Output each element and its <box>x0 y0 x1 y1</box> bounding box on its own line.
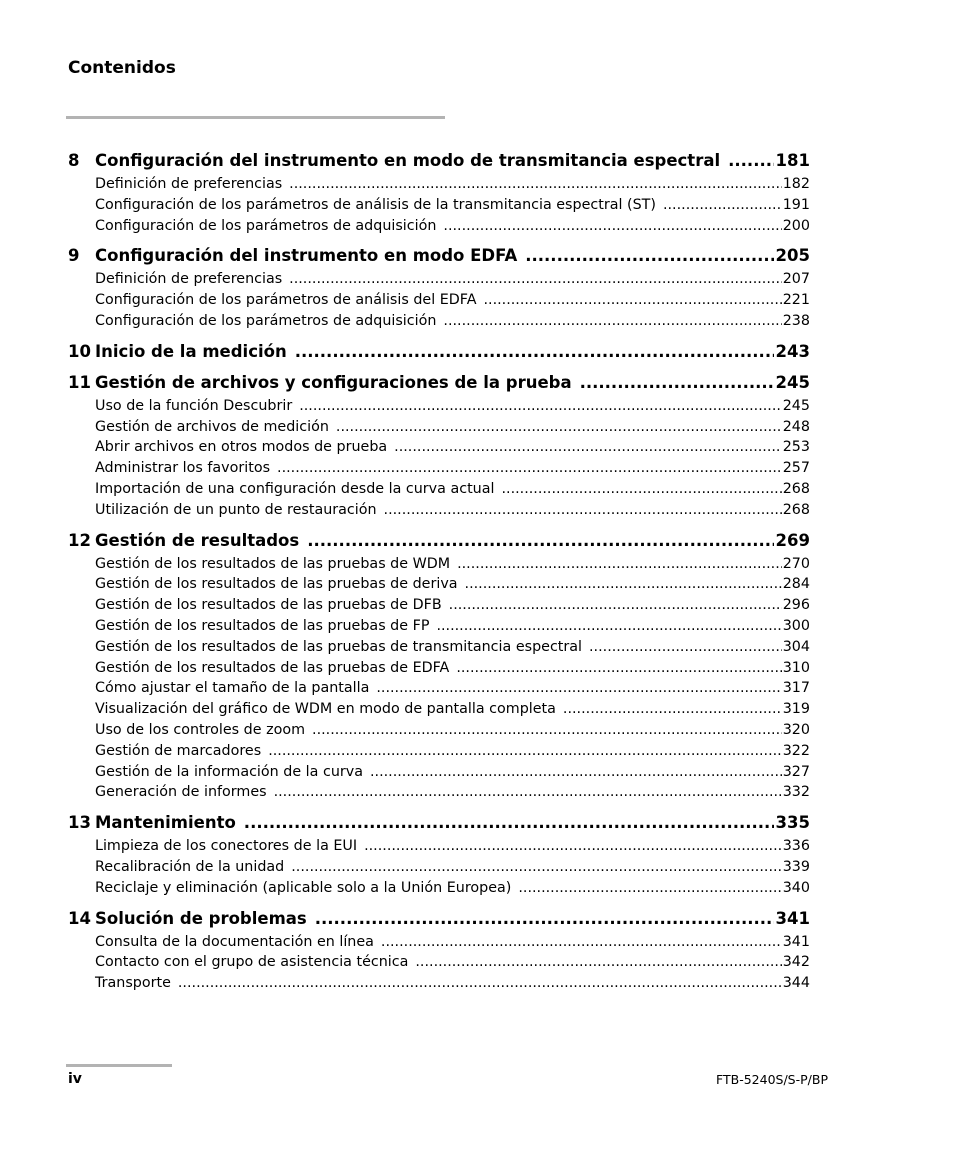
section-page-number: 320 <box>782 721 810 738</box>
toc-section-entry[interactable] <box>95 678 810 699</box>
toc-section-entry[interactable] <box>95 637 810 658</box>
section-title: Configuración de los parámetros de análisis de la transmitancia espectral (ST) <box>95 196 656 213</box>
chapter-page-number: 341 <box>775 908 810 928</box>
toc-chapter-entry[interactable] <box>68 528 810 554</box>
dot-leader <box>268 741 782 762</box>
dot-leader <box>518 878 781 899</box>
section-title: Definición de preferencias <box>95 176 283 192</box>
toc-section-entry[interactable] <box>95 417 810 438</box>
section-page-number: 341 <box>782 933 810 950</box>
section-title: Cómo ajustar el tamaño de la pantalla <box>95 680 370 697</box>
chapter-number: 13 <box>68 813 91 833</box>
chapter-number: 9 <box>68 246 80 266</box>
section-title: Importación de una configuración desde la curva actual <box>95 480 495 497</box>
section-title: Gestión de los resultados de las pruebas de transmitancia espectral <box>95 638 583 655</box>
section-title: Administrar los favoritos <box>95 460 271 477</box>
section-title: Visualización del gráfico de WDM en modo de pantalla completa <box>95 701 556 718</box>
toc-section-entry[interactable] <box>95 458 810 479</box>
section-page-number: 253 <box>782 439 810 456</box>
dot-leader <box>580 370 774 396</box>
section-title: Gestión de los resultados de las pruebas de deriva <box>95 576 458 593</box>
section-page-number: 270 <box>782 555 810 572</box>
page-title: Contenidos <box>68 58 176 78</box>
chapter-number: 8 <box>68 151 80 170</box>
toc-section-list <box>95 269 810 331</box>
toc-section-entry[interactable] <box>95 437 810 458</box>
dot-leader <box>277 458 782 479</box>
section-page-number: 207 <box>782 271 810 288</box>
section-page-number: 332 <box>782 784 810 801</box>
section-title: Contacto con el grupo de asistencia técnica <box>95 954 409 971</box>
dot-leader <box>336 417 782 438</box>
toc-chapter-entry[interactable] <box>68 339 810 365</box>
dot-leader <box>663 195 782 216</box>
dot-leader <box>449 595 782 616</box>
section-title: Reciclaje y eliminación (aplicable solo a la Unión Europea) <box>95 879 512 896</box>
chapter-number: 10 <box>68 341 91 361</box>
section-page-number: 191 <box>782 196 810 213</box>
section-page-number: 327 <box>782 763 810 780</box>
section-page-number: 296 <box>782 597 810 614</box>
section-title: Definición de preferencias <box>95 271 283 288</box>
chapter-title: Configuración del instrumento en modo EDFA <box>95 246 518 266</box>
toc-section-entry[interactable] <box>95 741 810 762</box>
toc-section-entry[interactable] <box>95 174 810 195</box>
section-page-number: 310 <box>782 659 810 676</box>
dot-leader <box>457 554 782 575</box>
section-page-number: 200 <box>782 217 810 234</box>
section-title: Gestión de archivos de medición <box>95 418 329 435</box>
section-page-number: 339 <box>782 858 810 875</box>
section-page-number: 319 <box>782 701 810 718</box>
section-page-number: 340 <box>782 879 810 896</box>
dot-leader <box>299 396 781 417</box>
section-title: Generación de informes <box>95 784 267 801</box>
section-title: Gestión de los resultados de las pruebas de DFB <box>95 597 442 614</box>
section-page-number: 336 <box>782 838 810 855</box>
section-page-number: 268 <box>782 480 810 497</box>
chapter-title: Configuración del instrumento en modo de transmitancia espectral <box>95 151 721 170</box>
dot-leader <box>178 973 782 994</box>
dot-leader <box>312 720 782 741</box>
section-title: Transporte <box>95 975 171 992</box>
toc-chapter <box>68 810 810 898</box>
section-title: Utilización de un punto de restauración <box>95 501 377 518</box>
toc-section-entry[interactable] <box>95 973 810 994</box>
chapter-title: Gestión de resultados <box>95 530 300 550</box>
chapter-title: Solución de problemas <box>95 908 307 928</box>
dot-leader <box>589 637 782 658</box>
section-page-number: 182 <box>782 176 810 192</box>
section-title: Configuración de los parámetros de adquisición <box>95 217 437 234</box>
toc-section-entry[interactable] <box>95 952 810 973</box>
toc-section-entry[interactable] <box>95 195 810 216</box>
toc-section-entry[interactable] <box>95 658 810 679</box>
toc-chapter <box>68 528 810 804</box>
dot-leader <box>525 243 773 269</box>
toc-section-list <box>95 554 810 804</box>
section-title: Recalibración de la unidad <box>95 858 285 875</box>
toc-chapter <box>68 148 810 236</box>
page-number: iv <box>68 1071 82 1087</box>
dot-leader <box>289 269 782 290</box>
chapter-page-number: 269 <box>775 530 810 550</box>
section-title: Consulta de la documentación en línea <box>95 933 374 950</box>
toc-section-entry[interactable] <box>95 857 810 878</box>
chapter-page-number: 335 <box>775 813 810 833</box>
toc-section-entry[interactable] <box>95 311 810 332</box>
toc-section-entry[interactable] <box>95 699 810 720</box>
toc-section-entry[interactable] <box>95 932 810 953</box>
dot-leader <box>274 782 782 803</box>
toc-chapter <box>68 339 810 365</box>
section-page-number: 221 <box>782 292 810 309</box>
dot-leader <box>465 574 782 595</box>
dot-leader <box>436 616 781 637</box>
chapter-number: 12 <box>68 530 91 550</box>
dot-leader <box>289 174 782 195</box>
footer-divider <box>66 1064 172 1067</box>
dot-leader <box>384 500 782 521</box>
section-title: Gestión de marcadores <box>95 742 262 759</box>
dot-leader <box>291 857 781 878</box>
chapter-title: Mantenimiento <box>95 813 236 833</box>
toc-section-list <box>95 396 810 521</box>
dot-leader <box>315 906 774 932</box>
section-title: Gestión de los resultados de las pruebas de FP <box>95 617 430 634</box>
toc-section-entry[interactable] <box>95 762 810 783</box>
toc-chapter <box>68 906 810 994</box>
chapter-number: 14 <box>68 908 91 928</box>
section-page-number: 245 <box>782 397 810 414</box>
dot-leader <box>563 699 782 720</box>
dot-leader <box>443 311 781 332</box>
toc-section-entry[interactable] <box>95 554 810 575</box>
dot-leader <box>295 339 774 365</box>
section-page-number: 322 <box>782 742 810 759</box>
chapter-page-number: 245 <box>775 372 810 392</box>
toc-section-entry[interactable] <box>95 269 810 290</box>
toc-section-entry[interactable] <box>95 616 810 637</box>
toc-section-entry[interactable] <box>95 836 810 857</box>
section-page-number: 238 <box>782 312 810 329</box>
toc-section-list <box>95 836 810 898</box>
toc-section-entry[interactable] <box>95 595 810 616</box>
section-title: Gestión de la información de la curva <box>95 763 363 780</box>
dot-leader <box>307 528 773 554</box>
section-page-number: 284 <box>782 576 810 593</box>
toc-section-entry[interactable] <box>95 878 810 899</box>
dot-leader <box>483 290 781 311</box>
toc-section-entry[interactable] <box>95 290 810 311</box>
toc-section-entry[interactable] <box>95 216 810 237</box>
section-page-number: 342 <box>782 954 810 971</box>
section-page-number: 268 <box>782 501 810 518</box>
dot-leader <box>501 479 781 500</box>
dot-leader <box>370 762 782 783</box>
dot-leader <box>443 216 781 237</box>
toc-section-entry[interactable] <box>95 479 810 500</box>
chapter-page-number: 181 <box>775 151 810 170</box>
section-page-number: 300 <box>782 617 810 634</box>
dot-leader <box>415 952 781 973</box>
section-page-number: 257 <box>782 460 810 477</box>
product-model: FTB-5240S/S-P/BP <box>716 1072 828 1087</box>
dot-leader <box>456 658 781 679</box>
section-title: Uso de los controles de zoom <box>95 721 306 738</box>
toc-chapter-entry[interactable] <box>68 370 810 396</box>
chapter-page-number: 243 <box>775 341 810 361</box>
section-title: Configuración de los parámetros de análisis del EDFA <box>95 292 477 309</box>
toc-chapter-entry[interactable] <box>68 906 810 932</box>
toc-section-list <box>95 932 810 994</box>
header-divider <box>66 116 445 119</box>
toc-chapter-entry[interactable] <box>68 243 810 269</box>
section-title: Limpieza de los conectores de la EUI <box>95 838 358 855</box>
section-page-number: 304 <box>782 638 810 655</box>
toc-chapter-entry[interactable] <box>68 810 810 836</box>
dot-leader <box>364 836 782 857</box>
toc-chapter <box>68 243 810 331</box>
toc-section-entry[interactable] <box>95 720 810 741</box>
dot-leader <box>376 678 781 699</box>
section-page-number: 248 <box>782 418 810 435</box>
section-title: Configuración de los parámetros de adquisición <box>95 312 437 329</box>
section-page-number: 317 <box>782 680 810 697</box>
section-title: Gestión de los resultados de las pruebas de EDFA <box>95 659 450 676</box>
dot-leader <box>381 932 782 953</box>
section-page-number: 344 <box>782 975 810 992</box>
dot-leader <box>244 810 774 836</box>
toc-section-entry[interactable] <box>95 782 810 803</box>
toc-chapter-entry[interactable] <box>68 148 810 174</box>
toc-section-entry[interactable] <box>95 574 810 595</box>
dot-leader <box>394 437 782 458</box>
chapter-number: 11 <box>68 372 91 392</box>
table-of-contents <box>68 146 810 1001</box>
section-title: Uso de la función Descubrir <box>95 397 293 414</box>
chapter-title: Inicio de la medición <box>95 341 287 361</box>
dot-leader <box>728 148 773 174</box>
toc-section-entry[interactable] <box>95 500 810 521</box>
toc-chapter <box>68 370 810 521</box>
toc-section-list <box>95 174 810 236</box>
section-title: Abrir archivos en otros modos de prueba <box>95 439 388 456</box>
section-title: Gestión de los resultados de las pruebas de WDM <box>95 555 451 572</box>
chapter-page-number: 205 <box>775 246 810 266</box>
chapter-title: Gestión de archivos y configuraciones de la prueba <box>95 372 572 392</box>
toc-section-entry[interactable] <box>95 396 810 417</box>
